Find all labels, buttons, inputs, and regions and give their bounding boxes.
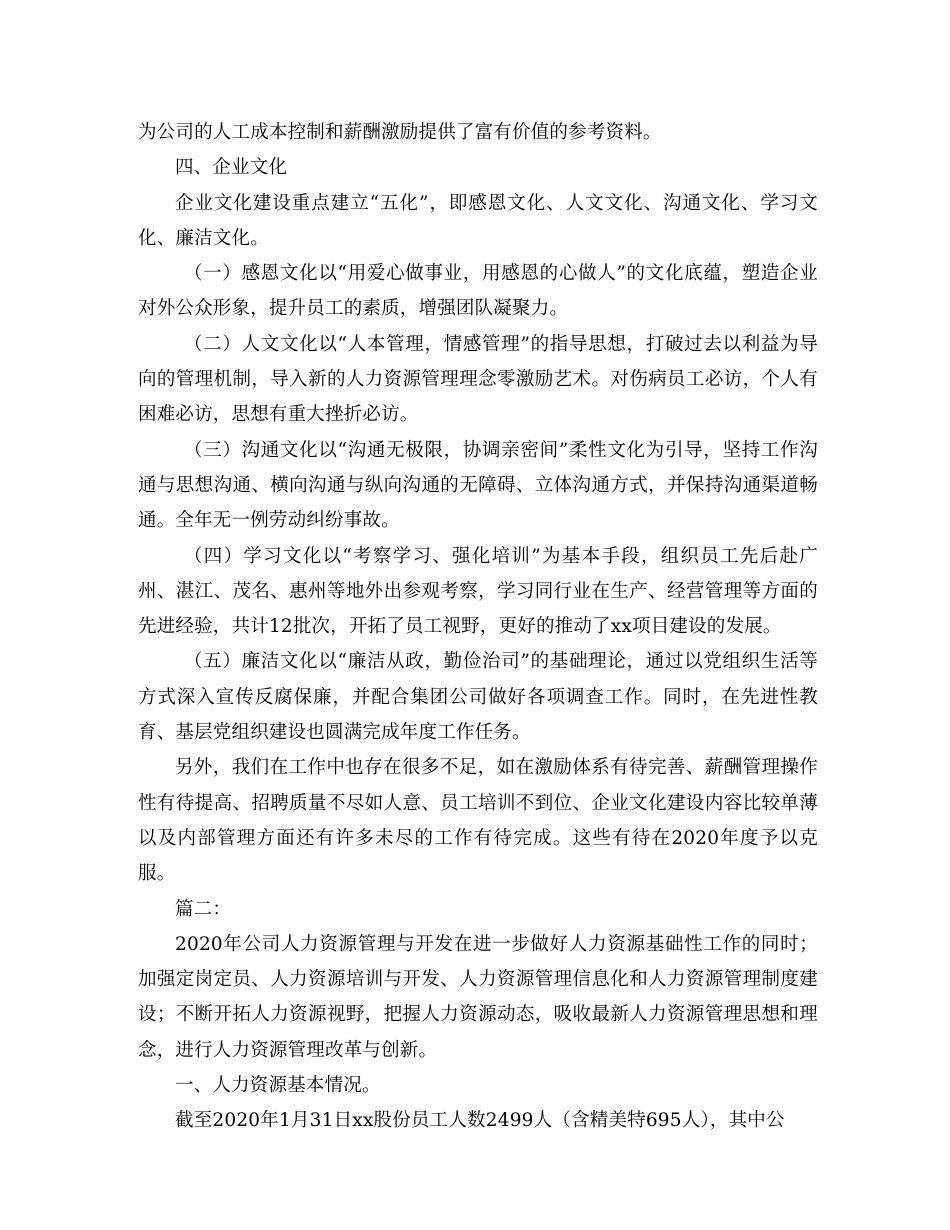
paragraph-integrity-culture: （五）廉洁文化以“廉洁从政，勤俭治司”的基础理论，通过以党组织生活等方式深入宣传反腐保廉，并配合集团公司做好各项调查工作。同时，在先进性教育、基层党组织建设也圆满完成年度工作任务。 bbox=[138, 651, 818, 744]
paragraph-humanistic-culture: （二）人文文化以“人本管理，情感管理”的指导思想，打破过去以利益为导向的管理机制，导入新的人力资源管理理念零激励艺术。对伤病员工必访，个人有困难必访，思想有重大挫折必访。 bbox=[138, 333, 818, 426]
section-heading-hr-basics: 一、人力资源基本情况。 bbox=[175, 1075, 381, 1097]
paragraph-communication-culture: （三）沟通文化以“沟通无极限，协调亲密间”柔性文化为引导，坚持工作沟通与思想沟通、横向沟通与纵向沟通的无障碍、立体沟通方式，并保持沟通渠道畅通。全年无一例劳动纠纷事故。 bbox=[138, 439, 818, 532]
paragraph-1: 为公司的人工成本控制和薪酬激励提供了富有价值的参考资料。 bbox=[138, 122, 662, 143]
section-heading-corporate-culture: 四、企业文化 bbox=[175, 157, 288, 179]
paragraph-learning-culture: （四）学习文化以“考察学习、强化培训”为基本手段，组织员工先后赴广州、湛江、茂名、惠州等地外出参观考察，学习同行业在生产、经营管理等方面的先进经验，共计12批次，开拓了员工视野，更好的推动了xx项目建设的发展。 bbox=[138, 545, 818, 638]
document-body bbox=[138, 115, 818, 1139]
paragraph-shortcomings: 另外，我们在工作中也存在很多不足，如在激励体系有待完善、薪酬管理操作性有待提高、招聘质量不尽如人意、员工培训不到位、企业文化建设内容比较单薄以及内部管理方面还有许多未尽的工作有待完成。这些有待在2020年度予以克服。 bbox=[138, 757, 818, 885]
section-heading-part-two: 篇二： bbox=[175, 898, 232, 920]
paragraph-hr-overview: 2020年公司人力资源管理与开发在进一步做好人力资源基础性工作的同时；加强定岗定员、人力资源培训与开发、人力资源管理信息化和人力资源管理制度建设；不断开拓人力资源视野，把握人力资源动态，吸收最新人力资源管理思想和理念，进行人力资源管理改革与创新。 bbox=[138, 933, 818, 1061]
paragraph-headcount: 截至2020年1月31日xx股份员工人数2499人（含精美特695人），其中公 bbox=[175, 1110, 785, 1132]
paragraph-gratitude-culture: （一）感恩文化以“用爱心做事业，用感恩的心做人”的文化底蕴，塑造企业对外公众形象，提升员工的素质，增强团队凝聚力。 bbox=[138, 263, 818, 320]
paragraph-culture-intro: 企业文化建设重点建立“五化”，即感恩文化、人文文化、沟通文化、学习文化、廉洁文化。 bbox=[138, 192, 818, 249]
